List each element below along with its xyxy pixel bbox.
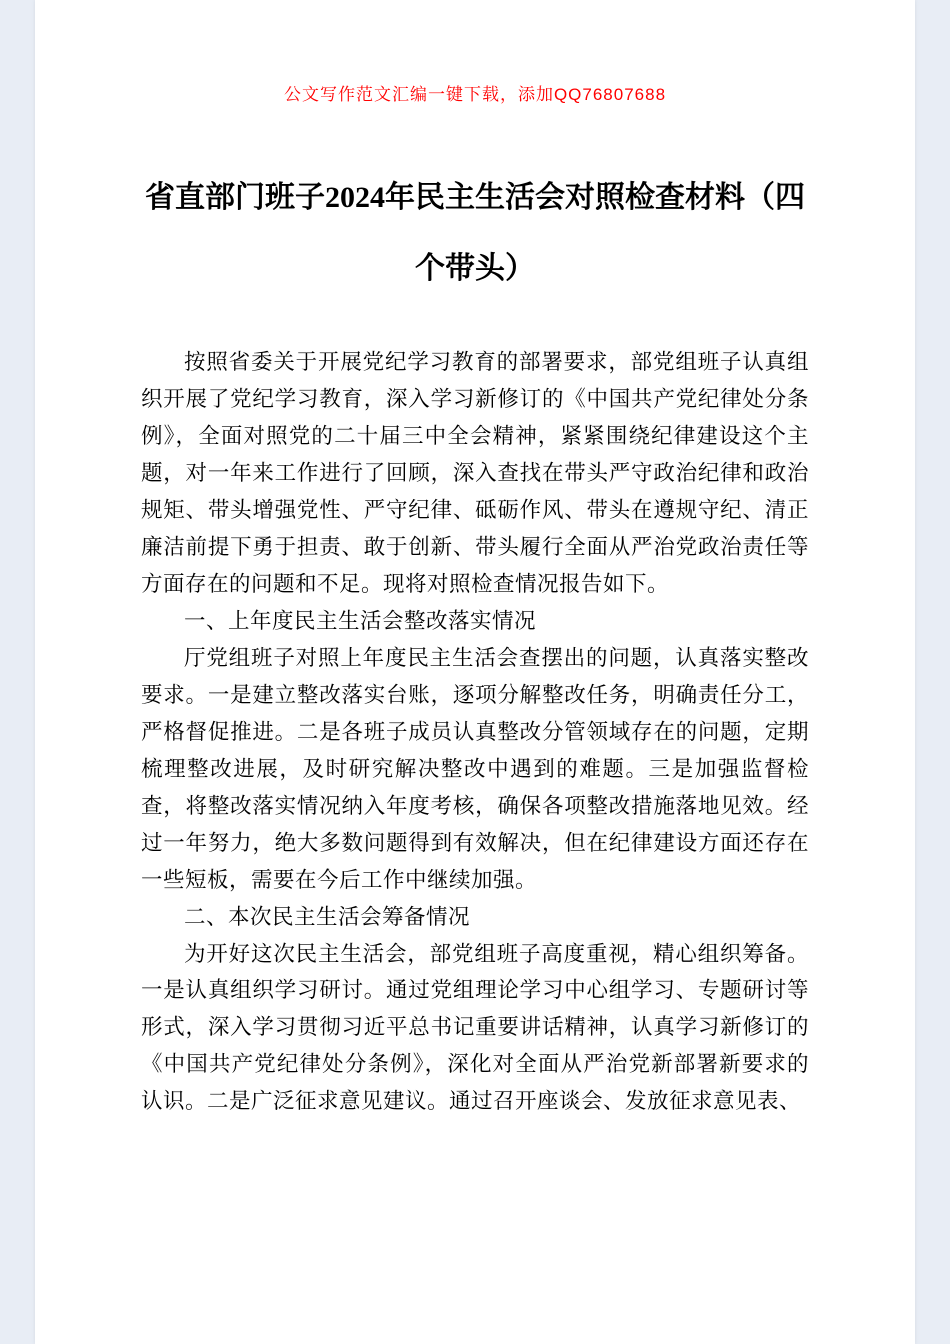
document-page [35,0,915,1344]
paragraph: 按照省委关于开展党纪学习教育的部署要求，部党组班子认真组织开展了党纪学习教育，深入学习新修订的《中国共产党纪律处分条例》，全面对照党的二十届三中全会精神，紧紧围绕纪律建设这个主题，对一年来工作进行了回顾，深入查找在带头严守政治纪律和政治规矩、带头增强党性、严守纪律、砥砺作风、带头在遵规守纪、清正廉洁前提下勇于担责、敢于创新、带头履行全面从严治党政治责任等方面存在的问题和不足。现将对照检查情况报告如下。 [141,350,809,596]
section-heading: 一、上年度民主生活会整改落实情况 [184,608,537,633]
paragraph: 为开好这次民主生活会，部党组班子高度重视，精心组织筹备。一是认真组织学习研讨。通过党组理论学习中心组学习、专题研讨等形式，深入学习贯彻习近平总书记重要讲话精神，认真学习新修订的《中国共产党纪律处分条例》，深化对全面从严治党新部署新要求的认识。二是广泛征求意见建议。通过召开座谈会、发放征求意见表、 [141,941,809,1114]
section-heading: 二、本次民主生活会筹备情况 [184,904,471,929]
paragraph: 厅党组班子对照上年度民主生活会查摆出的问题，认真落实整改要求。一是建立整改落实台账，逐项分解整改任务，明确责任分工，严格督促推进。二是各班子成员认真整改分管领域存在的问题，定期梳理整改进展，及时研究解决整改中遇到的难题。三是加强监督检查，将整改落实情况纳入年度考核，确保各项整改措施落地见效。经过一年努力，绝大多数问题得到有效解决，但在纪律建设方面还存在一些短板，需要在今后工作中继续加强。 [141,645,809,892]
document-body [141,344,809,1120]
document-title: 省直部门班子2024年民主生活会对照检查材料（四个带头） [145,181,805,285]
ad-banner-text: 公文写作范文汇编一键下载，添加QQ76807688 [283,85,667,104]
